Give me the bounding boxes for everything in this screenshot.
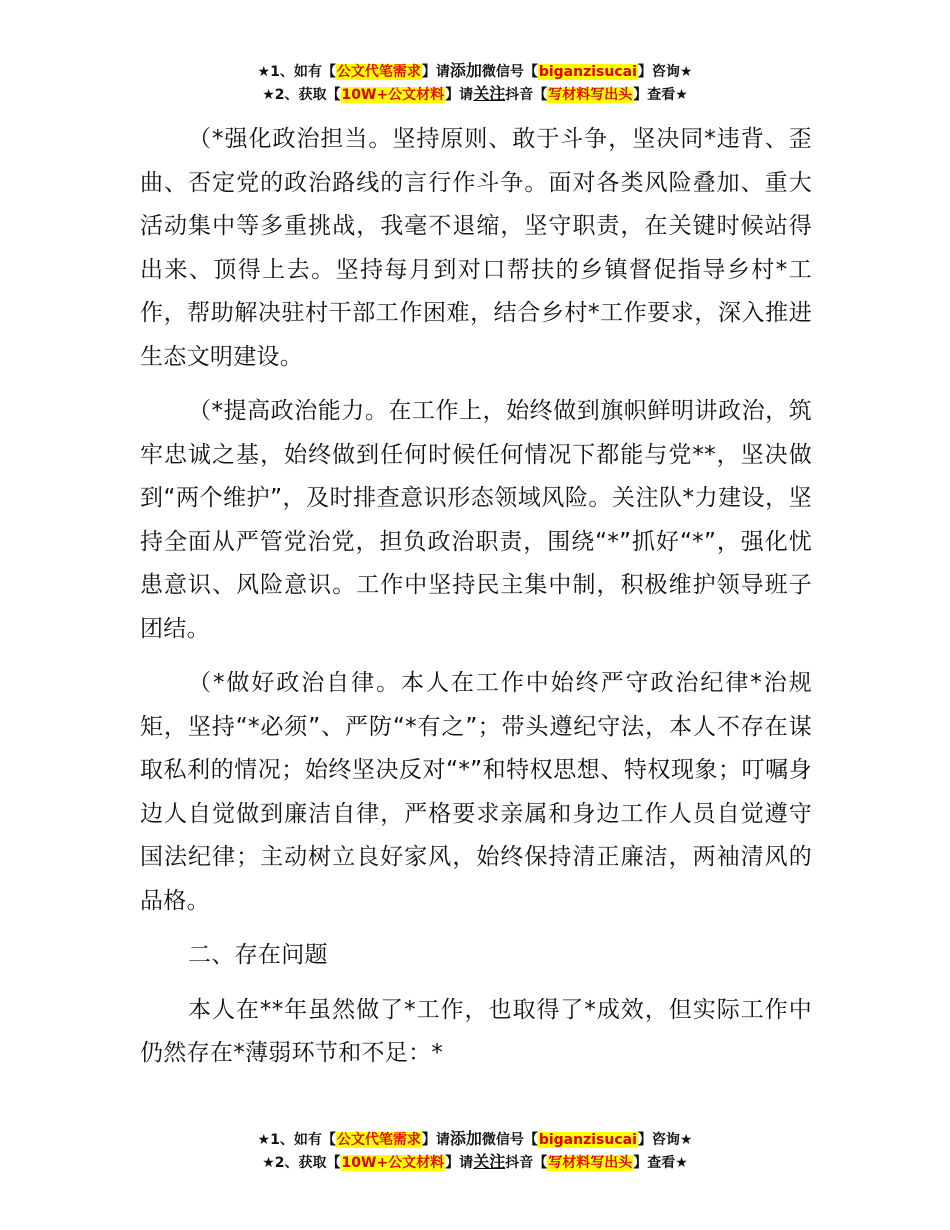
banner-line-1 bbox=[0, 60, 950, 83]
banner-text: ★1、如有【 bbox=[257, 64, 336, 80]
banner-text: 微信号【 bbox=[481, 1132, 538, 1148]
banner-text: 】查看★ bbox=[633, 1155, 688, 1171]
highlight-douyin-account: 写材料写出头 bbox=[548, 87, 633, 103]
banner-text: ★2、获取【 bbox=[262, 87, 341, 103]
paragraph-political-ability: （*提高政治能力。在工作上，始终做到旗帜鲜明讲政治，筑牢忠诚之基，始终做到任何时候任何情况下都能与党**，坚决做到“两个维护”，及时排查意识形态领域风险。关注队*力建设，坚持全面从严管党治党，担负政治职责，围绕“*”抓好“*”，强化忧患意识、风险意识。工作中坚持民主集中制，积极维护领导班子团结。 bbox=[140, 398, 812, 642]
banner-emphasis: 关注 bbox=[473, 84, 506, 103]
highlight-service: 公文代笔需求 bbox=[336, 1132, 421, 1148]
highlight-materials: 10W+公文材料 bbox=[341, 87, 445, 103]
banner-text: 抖音【 bbox=[505, 87, 548, 103]
banner-text: 】请 bbox=[421, 64, 450, 80]
banner-text: 】咨询★ bbox=[637, 64, 693, 80]
banner-text: 抖音【 bbox=[505, 1155, 548, 1171]
document-body bbox=[140, 118, 812, 1087]
banner-line-2 bbox=[0, 83, 950, 106]
highlight-materials: 10W+公文材料 bbox=[341, 1155, 445, 1171]
banner-text: 】请 bbox=[445, 87, 474, 103]
banner-text: 】请 bbox=[421, 1132, 450, 1148]
banner-text: 】查看★ bbox=[633, 87, 688, 103]
highlight-wechat-id: biganzisucai bbox=[538, 64, 637, 80]
banner-text: 微信号【 bbox=[481, 64, 538, 80]
banner-emphasis: 添加 bbox=[449, 1129, 482, 1148]
section-heading-problems: 二、存在问题 bbox=[188, 942, 328, 968]
highlight-douyin-account: 写材料写出头 bbox=[548, 1155, 633, 1171]
highlight-wechat-id: biganzisucai bbox=[538, 1132, 637, 1148]
paragraph-political-self-discipline: （*做好政治自律。本人在工作中始终严守政治纪律*治规矩，坚持“*必须”、严防“*有之”；带头遵纪守法，本人不存在谋取私利的情况；始终坚决反对“*”和特权思想、特权现象；叮嘱身边人自觉做到廉洁自律，严格要求亲属和身边工作人员自觉遵守国法纪律；主动树立良好家风，始终保持清正廉洁，两袖清风的品格。 bbox=[140, 670, 812, 914]
paragraph-political-responsibility: （*强化政治担当。坚持原则、敢于斗争，坚决同*违背、歪曲、否定党的政治路线的言行作斗争。面对各类风险叠加、重大活动集中等多重挑战，我毫不退缩，坚守职责，在关键时候站得出来、顶得上去。坚持每月到对口帮扶的乡镇督促指导乡村*工作，帮助解决驻村干部工作困难，结合乡村*工作要求，深入推进生态文明建设。 bbox=[140, 126, 812, 370]
paragraph-problems-intro: 本人在**年虽然做了*工作，也取得了*成效，但实际工作中仍然存在*薄弱环节和不足：* bbox=[140, 996, 812, 1066]
header-banner bbox=[0, 60, 950, 106]
banner-text: ★1、如有【 bbox=[257, 1132, 336, 1148]
banner-line-1 bbox=[0, 1128, 950, 1151]
footer-banner bbox=[0, 1128, 950, 1174]
highlight-service: 公文代笔需求 bbox=[336, 64, 421, 80]
banner-text: ★2、获取【 bbox=[262, 1155, 341, 1171]
banner-emphasis: 添加 bbox=[449, 61, 482, 80]
banner-text: 】咨询★ bbox=[637, 1132, 693, 1148]
banner-text: 】请 bbox=[445, 1155, 474, 1171]
banner-line-2 bbox=[0, 1151, 950, 1174]
banner-emphasis: 关注 bbox=[473, 1152, 506, 1171]
